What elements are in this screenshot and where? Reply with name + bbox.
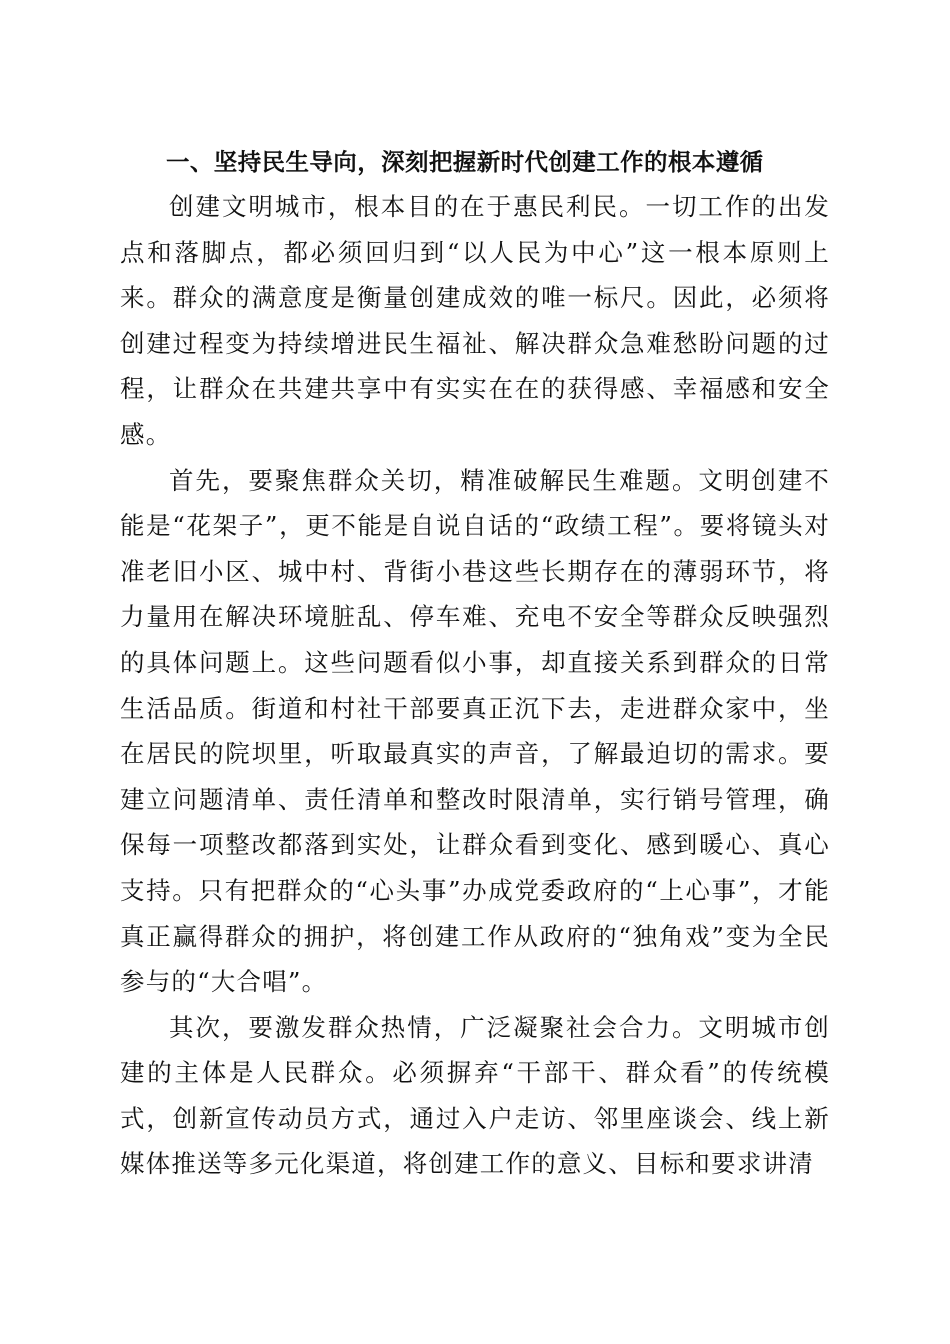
paragraph-second-point: 其次，要激发群众热情，广泛凝聚社会合力。文明城市创建的主体是人民群众。必须摒弃“干部干、群众看”的传统模式，创新宣传动员方式，通过入户走访、邻里座谈会、线上新媒体推送等多元化渠道，将创建工作的意义、目标和要求讲清 — [120, 1012, 830, 1179]
section-heading: 一、坚持民生导向，深刻把握新时代创建工作的根本遵循 — [166, 148, 764, 176]
paragraph-intro: 创建文明城市，根本目的在于惠民利民。一切工作的出发点和落脚点，都必须回归到“以人民为中心”这一根本原则上来。群众的满意度是衡量创建成效的唯一标尺。因此，必须将创建过程变为持续增进民生福祉、解决群众急难愁盼问题的过程，让群众在共建共享中有实实在在的获得感、幸福感和安全感。 — [120, 192, 830, 449]
paragraph-first-point: 首先，要聚焦群众关切，精准破解民生难题。文明创建不能是“花架子”，更不能是自说自话的“政绩工程”。要将镜头对准老旧小区、城中村、背街小巷这些长期存在的薄弱环节，将力量用在解决环境脏乱、停车难、充电不安全等群众反映强烈的具体问题上。这些问题看似小事，却直接关系到群众的日常生活品质。街道和村社干部要真正沉下去，走进群众家中，坐在居民的院坝里，听取最真实的声音，了解最迫切的需求。要建立问题清单、责任清单和整改时限清单，实行销号管理，确保每一项整改都落到实处，让群众看到变化、感到暖心、真心支持。只有把群众的“心头事”办成党委政府的“上心事”，才能真正赢得群众的拥护，将创建工作从政府的“独角戏”变为全民参与的“大合唱”。 — [120, 465, 830, 997]
document-body — [120, 142, 830, 1187]
